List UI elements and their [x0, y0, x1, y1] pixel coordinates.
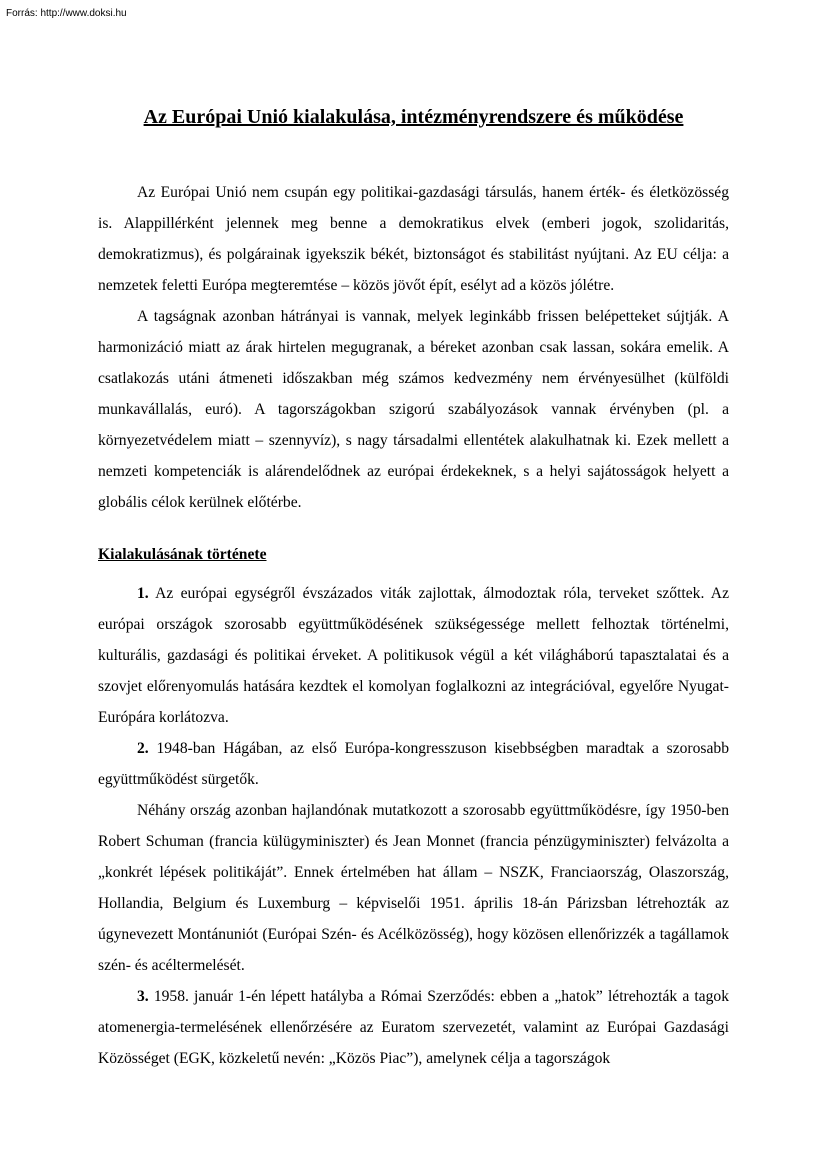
history-paragraph-2	[98, 734, 729, 796]
paragraph-number: 1.	[137, 585, 149, 603]
section-heading: Kialakulásának története	[98, 546, 267, 564]
intro-paragraph-1: Az Európai Unió nem csupán egy politikai-gazdasági társulás, hanem érték- és életközösség is. Alappillérként jelennek meg benne a demokratikus elvek (emberi jogok, szolidaritás, demokratizmus), és polgárainak igyekszik békét, biztonságot és stabilitást nyújtani. Az EU célja: a nemzetek feletti Európa megteremtése – közös jövőt épít, esélyt ad a közös jólétre.	[98, 184, 729, 294]
history-paragraph-4	[98, 982, 729, 1075]
paragraph-number: 3.	[137, 987, 149, 1005]
history-paragraph-1	[98, 579, 729, 734]
paragraph-text: 1948-ban Hágában, az első Európa-kongresszuson kisebbségben maradtak a szorosabb együttműködést sürgetők.	[98, 740, 729, 789]
paragraph-text: Az európai egységről évszázados viták zajlottak, álmodoztak róla, terveket szőttek. Az európai országok szorosabb együttműködésének szükségessége mellett felhoztak történelmi, kulturális, gazdasági és politikai érveket. A politikusok végül a két világháború tapasztalatai és a szovjet előrenyomulás hatására kezdtek el komolyan foglalkozni az integrációval, egyelőre Nyugat-Európára korlátozva.	[98, 585, 729, 727]
paragraph-number: 2.	[137, 740, 149, 758]
document-body	[98, 178, 729, 1075]
source-label: Forrás: http://www.doksi.hu	[6, 8, 127, 19]
page-title: Az Európai Unió kialakulása, intézményrendszere és működése	[143, 106, 684, 128]
paragraph-text: 1958. január 1-én lépett hatályba a Római Szerződés: ebben a „hatok” létrehozták a tagok atomenergia-termelésének ellenőrzésére az Euratom szervezetét, valamint az Európai Gazdasági Közösséget (EGK, közkeletű nevén: „Közös Piac”), amelynek célja a tagországok	[98, 987, 729, 1067]
history-paragraph-3	[98, 796, 729, 982]
paragraph-text: Néhány ország azonban hajlandónak mutatkozott a szorosabb együttműködésre, így 1950-ben Robert Schuman (francia külügyminiszter) és Jean Monnet (francia pénzügyminiszter) felvázolta a „konkrét lépések politikáját”. Ennek értelmében hat állam – NSZK, Franciaország, Olaszország, Hollandia, Belgium és Luxemburg – képviselői 1951. április 18-án Párizsban létrehozták az úgynevezett Montánuniót (Európai Szén- és Acélközösség), hogy közösen ellenőrizzék a tagállamok szén- és acéltermelését.	[98, 802, 729, 974]
intro-paragraph-2: A tagságnak azonban hátrányai is vannak, melyek leginkább frissen belépetteket sújtják. A harmonizáció miatt az árak hirtelen megugranak, a béreket azonban csak lassan, sokára emelik. A csatlakozás utáni átmeneti időszakban még számos kedvezmény nem érvényesülhet (külföldi munkavállalás, euró). A tagországokban szigorú szabályozások vannak érvényben (pl. a környezetvédelem miatt – szennyvíz), s nagy társadalmi ellentétek alakulhatnak ki. Ezek mellett a nemzeti kompetenciák is alárendelődnek az európai érdekeknek, s a helyi sajátosságok helyett a globális célok kerülnek előtérbe.	[98, 307, 729, 511]
